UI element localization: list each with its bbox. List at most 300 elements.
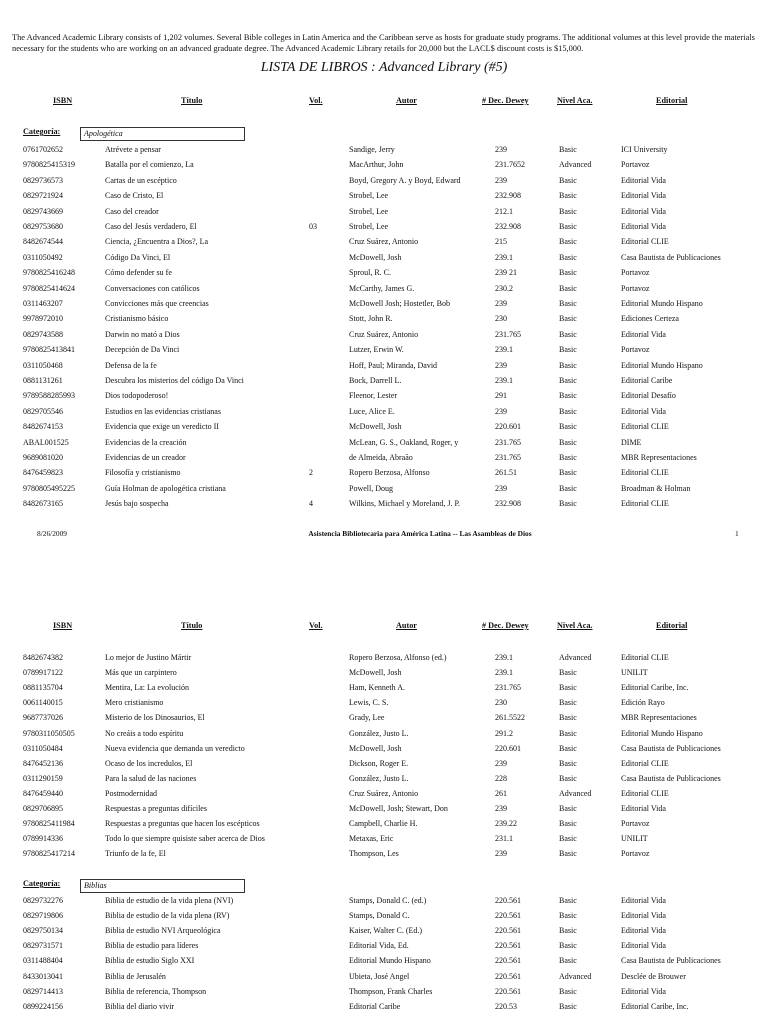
level-cell: Basic — [559, 345, 577, 355]
publisher-cell: MBR Representaciones — [621, 453, 697, 462]
header-publisher: Editorial — [656, 96, 688, 105]
title-cell: Lo mejor de Justino Mártir — [105, 653, 192, 662]
isbn-cell: 0311488404 — [23, 956, 63, 966]
title-cell: Estudios en las evidencias cristianas — [105, 406, 221, 416]
dewey-cell: 239 21 — [495, 268, 517, 278]
title-cell: Decepción de Da Vinci — [105, 345, 180, 355]
level-cell: Basic — [559, 391, 577, 401]
level-cell: Basic — [559, 743, 577, 753]
publisher-cell: Portavoz — [621, 819, 650, 829]
level-cell: Basic — [559, 406, 577, 416]
table-row — [0, 314, 768, 329]
author-cell: Kaiser, Walter C. (Ed.) — [349, 926, 423, 936]
title-cell: Darwin no mató a Dios — [105, 329, 180, 339]
author-cell: Stamps, Donald C. — [349, 911, 410, 921]
isbn-cell: 0829721924 — [23, 191, 63, 201]
publisher-cell: Editorial Vida — [621, 329, 666, 339]
volume-cell: 4 — [309, 499, 313, 509]
author-cell: Lewis, C. S. — [349, 698, 389, 708]
level-cell: Basic — [559, 268, 577, 278]
title-cell: No creáis a todo espíritu — [105, 728, 184, 738]
level-cell: Basic — [559, 819, 577, 829]
author-cell: McLean, G. S., Oakland, Roger, y — [349, 437, 459, 447]
table-row — [0, 849, 768, 864]
isbn-cell: 0761702652 — [23, 145, 63, 154]
publisher-cell: UNILIT — [621, 668, 648, 678]
isbn-cell: 0881131261 — [23, 376, 63, 385]
table-row — [0, 438, 768, 453]
publisher-cell: ICI University — [621, 145, 668, 154]
level-cell: Advanced — [559, 653, 592, 662]
header-vol: Vol. — [309, 621, 323, 630]
header-publisher: Editorial — [656, 621, 688, 630]
isbn-cell: 8476452136 — [23, 758, 63, 768]
title-cell: Caso del Jesús verdadero, El — [105, 222, 197, 231]
level-cell: Basic — [559, 698, 577, 708]
table-row — [0, 499, 768, 514]
isbn-cell: 0829731571 — [23, 941, 63, 951]
title-cell: Dios todopoderoso! — [105, 391, 169, 401]
title-cell: Biblia de estudio Siglo XXI — [105, 956, 195, 966]
footer-date: 8/26/2009 — [37, 529, 67, 538]
dewey-cell: 212.1 — [495, 206, 513, 216]
isbn-cell: 0829706895 — [23, 804, 63, 813]
level-cell: Basic — [559, 683, 577, 693]
dewey-cell: 220.561 — [495, 911, 521, 921]
publisher-cell: Edición Rayo — [621, 698, 665, 708]
table-row — [0, 453, 768, 468]
isbn-cell: 9780825417214 — [23, 849, 75, 859]
dewey-cell: 239 — [495, 758, 507, 768]
isbn-cell: 0829743588 — [23, 329, 63, 339]
author-cell: Ropero Berzosa, Alfonso — [349, 468, 430, 478]
level-cell: Basic — [559, 849, 577, 859]
author-cell: Editorial Caribe — [349, 1001, 401, 1011]
title-cell: Respuestas a preguntas que hacen los escépticos — [105, 819, 260, 829]
title-cell: Filosofía y cristianismo — [105, 468, 181, 478]
dewey-cell: 232.908 — [495, 222, 521, 231]
table-row — [0, 330, 768, 345]
author-cell: Grady, Lee — [349, 713, 385, 723]
dewey-cell: 239 — [495, 175, 507, 185]
title-cell: Nueva evidencia que demanda un veredicto — [105, 743, 245, 753]
title-cell: Biblia de estudio NVI Arqueológica — [105, 926, 221, 936]
table-row — [0, 896, 768, 911]
publisher-cell: Editorial Vida — [621, 926, 666, 936]
table-row — [0, 376, 768, 391]
title-cell: Guía Holman de apologética cristiana — [105, 483, 226, 493]
dewey-cell: 239 — [495, 804, 507, 813]
isbn-cell: 9780825416248 — [23, 268, 75, 278]
dewey-cell: 230.2 — [495, 283, 513, 293]
publisher-cell: Editorial Caribe — [621, 376, 673, 385]
title-cell: Biblia de Jerusalén — [105, 971, 166, 981]
author-cell: Editorial Vida, Ed. — [349, 941, 409, 951]
author-cell: McDowell, Josh; Stewart, Don — [349, 804, 448, 813]
publisher-cell: Editorial Vida — [621, 896, 666, 905]
table-row — [0, 972, 768, 987]
table-row — [0, 789, 768, 804]
publisher-cell: Editorial Mundo Hispano — [621, 360, 703, 370]
level-cell: Basic — [559, 911, 577, 921]
dewey-cell: 215 — [495, 237, 507, 247]
author-cell: Luce, Alice E. — [349, 406, 395, 416]
author-cell: Sproul, R. C. — [349, 268, 392, 278]
list-title: LISTA DE LIBROS : Advanced Library (#5) — [260, 60, 508, 75]
publisher-cell: UNILIT — [621, 834, 648, 844]
author-cell: Stamps, Donald C. (ed.) — [349, 896, 427, 905]
title-cell: Ocaso de los incredulos, El — [105, 758, 193, 768]
title-cell: Triunfo de la fe, El — [105, 849, 166, 859]
author-cell: Thompson, Les — [349, 849, 399, 859]
footer-center: Asistencia Bibliotecaria para América Latina -- Las Asambleas de Dios — [308, 529, 532, 538]
author-cell: Boyd, Gregory A. y Boyd, Edward — [349, 175, 461, 185]
publisher-cell: Editorial Mundo Hispano — [621, 728, 703, 738]
isbn-cell: 0881135704 — [23, 683, 63, 693]
dewey-cell: 231.765 — [495, 453, 521, 462]
table-row — [0, 345, 768, 360]
author-cell: Cruz Suárez, Antonio — [349, 329, 419, 339]
isbn-cell: 0829719806 — [23, 911, 63, 921]
level-cell: Basic — [559, 941, 577, 951]
header-level: Nivel Aca. — [557, 96, 593, 105]
dewey-cell: 239 — [495, 849, 507, 859]
isbn-cell: 0789914336 — [23, 834, 63, 844]
table-row — [0, 222, 768, 237]
isbn-cell: 0311050484 — [23, 743, 63, 753]
publisher-cell: Editorial Caribe, Inc. — [621, 1001, 689, 1011]
dewey-cell: 239.1 — [495, 668, 513, 678]
isbn-cell: 0829743669 — [23, 206, 63, 216]
author-cell: Ropero Berzosa, Alfonso (ed.) — [349, 653, 447, 662]
isbn-cell: 0829753680 — [23, 222, 63, 231]
dewey-cell: 239 — [495, 360, 507, 370]
dewey-cell: 220.561 — [495, 956, 521, 966]
header-title: Título — [181, 96, 203, 105]
level-cell: Basic — [559, 483, 577, 493]
dewey-cell: 220.561 — [495, 941, 521, 951]
dewey-cell: 232.908 — [495, 191, 521, 201]
header-isbn: ISBN — [53, 621, 73, 630]
table-row — [0, 468, 768, 483]
publisher-cell: Portavoz — [621, 283, 650, 293]
level-cell: Basic — [559, 206, 577, 216]
table-row — [0, 284, 768, 299]
publisher-cell: Casa Bautista de Publicaciones — [621, 743, 721, 753]
author-cell: Lutzer, Erwin W. — [349, 345, 404, 355]
isbn-cell: 8482673165 — [23, 499, 63, 509]
dewey-cell: 239 — [495, 483, 507, 493]
isbn-cell: 9780825414624 — [23, 283, 75, 293]
publisher-cell: Desclée de Brouwer — [621, 971, 686, 981]
level-cell: Basic — [559, 360, 577, 370]
publisher-cell: DIME — [621, 437, 642, 447]
header-level: Nivel Aca. — [557, 621, 593, 630]
author-cell: Fleenor, Lester — [349, 391, 398, 401]
level-cell: Basic — [559, 713, 577, 723]
dewey-cell: 230 — [495, 698, 507, 708]
title-cell: Evidencias de un creador — [105, 453, 186, 462]
level-cell: Basic — [559, 453, 577, 462]
title-cell: Caso del creador — [105, 206, 159, 216]
table-row — [0, 759, 768, 774]
level-cell: Basic — [559, 468, 577, 478]
publisher-cell: Portavoz — [621, 268, 650, 278]
isbn-cell: 0829736573 — [23, 175, 63, 185]
title-cell: Cómo defender su fe — [105, 268, 172, 278]
level-cell: Basic — [559, 175, 577, 185]
author-cell: Bock, Darrell L. — [349, 376, 402, 385]
table-row — [0, 804, 768, 819]
author-cell: McDowell, Josh — [349, 668, 402, 678]
author-cell: Strobel, Lee — [349, 191, 389, 201]
table-row — [0, 941, 768, 956]
category-label: Categoría: — [23, 127, 61, 136]
level-cell: Basic — [559, 283, 577, 293]
title-cell: Biblia de estudio para líderes — [105, 941, 199, 951]
header-author: Autor — [396, 96, 417, 105]
table-row — [0, 237, 768, 252]
dewey-cell: 228 — [495, 773, 507, 783]
isbn-cell: 8476459440 — [23, 788, 63, 798]
isbn-cell: 9978972010 — [23, 314, 63, 324]
author-cell: Strobel, Lee — [349, 222, 389, 231]
title-cell: Para la salud de las naciones — [105, 773, 197, 783]
author-cell: Strobel, Lee — [349, 206, 389, 216]
title-cell: Cartas de un escéptico — [105, 175, 177, 185]
author-cell: Thompson, Frank Charles — [349, 986, 433, 996]
title-cell: Todo lo que siempre quisiste saber acerca de Dios — [105, 834, 265, 844]
isbn-cell: ABAL001525 — [23, 437, 69, 447]
isbn-cell: 9780825411984 — [23, 819, 75, 829]
isbn-cell: 8482674153 — [23, 422, 63, 432]
isbn-cell: 0311463207 — [23, 299, 63, 308]
table-row — [0, 1002, 768, 1017]
table-row — [0, 774, 768, 789]
title-cell: Ciencia, ¿Encuentra a Dios?, La — [105, 237, 209, 247]
publisher-cell: Editorial Vida — [621, 222, 666, 231]
table-row — [0, 698, 768, 713]
author-cell: Editorial Mundo Hispano — [349, 956, 431, 966]
publisher-cell: Editorial CLIE — [621, 468, 669, 478]
isbn-cell: 0311050468 — [23, 360, 63, 370]
volume-cell: 03 — [309, 222, 317, 231]
level-cell: Basic — [559, 422, 577, 432]
level-cell: Basic — [559, 728, 577, 738]
category-box-apologetica: Apologética — [80, 127, 245, 141]
intro-paragraph: The Advanced Academic Library consists of 1,202 volumes. Several Bible colleges in Latin America and the Caribbean serve as hosts for graduate study programs. The additional volumes at this level provide the materials necessary for the students who are working on an advanced graduate degree. The Advanced Academic Library retails for 20,000 but the LACL$ discount costs is $15,000. — [12, 33, 755, 53]
publisher-cell: Portavoz — [621, 345, 650, 355]
isbn-cell: 9687737026 — [23, 713, 63, 723]
table-row — [0, 729, 768, 744]
level-cell: Basic — [559, 773, 577, 783]
level-cell: Basic — [559, 437, 577, 447]
publisher-cell: Editorial CLIE — [621, 653, 669, 662]
author-cell: Metaxas, Eric — [349, 834, 394, 844]
dewey-cell: 231.765 — [495, 437, 521, 447]
header-dewey: # Dec. Dewey — [482, 96, 529, 105]
author-cell: Stott, John R. — [349, 314, 393, 324]
dewey-cell: 220.601 — [495, 422, 521, 432]
isbn-cell: 9689081020 — [23, 453, 63, 462]
header-dewey: # Dec. Dewey — [482, 621, 529, 630]
dewey-cell: 261.51 — [495, 468, 517, 478]
isbn-cell: 9780311050505 — [23, 728, 75, 738]
table-row — [0, 191, 768, 206]
level-cell: Basic — [559, 314, 577, 324]
title-cell: Caso de Cristo, El — [105, 191, 164, 201]
level-cell: Basic — [559, 237, 577, 247]
isbn-cell: 0311290159 — [23, 773, 63, 783]
publisher-cell: Editorial Mundo Hispano — [621, 299, 703, 308]
isbn-cell: 0829714413 — [23, 986, 63, 996]
author-cell: McDowell, Josh — [349, 743, 402, 753]
publisher-cell: Editorial CLIE — [621, 422, 669, 432]
table-row — [0, 268, 768, 283]
publisher-cell: Portavoz — [621, 849, 650, 859]
isbn-cell: 0829732276 — [23, 896, 63, 905]
author-cell: Ubieta, José Angel — [349, 971, 410, 981]
title-cell: Defensa de la fe — [105, 360, 157, 370]
dewey-cell: 220.561 — [495, 986, 521, 996]
dewey-cell: 230 — [495, 314, 507, 324]
level-cell: Basic — [559, 299, 577, 308]
publisher-cell: Editorial Caribe, Inc. — [621, 683, 689, 693]
footer-page-number: 1 — [735, 529, 739, 538]
publisher-cell: Editorial Vida — [621, 206, 666, 216]
publisher-cell: Casa Bautista de Publicaciones — [621, 773, 721, 783]
table-row — [0, 956, 768, 971]
dewey-cell: 239 — [495, 145, 507, 154]
title-cell: Biblia de estudio de la vida plena (RV) — [105, 911, 230, 921]
table-row — [0, 176, 768, 191]
level-cell: Basic — [559, 804, 577, 813]
level-cell: Basic — [559, 252, 577, 262]
title-cell: Evidencia que exige un veredicto II — [105, 422, 219, 432]
publisher-cell: Portavoz — [621, 160, 650, 170]
table-row — [0, 145, 768, 160]
level-cell: Basic — [559, 926, 577, 936]
level-cell: Basic — [559, 896, 577, 905]
title-cell: Biblia de estudio de la vida plena (NVI) — [105, 896, 234, 905]
author-cell: McCarthy, James G. — [349, 283, 415, 293]
table-row — [0, 207, 768, 222]
dewey-cell: 239.1 — [495, 345, 513, 355]
table-row — [0, 484, 768, 499]
title-cell: Biblia del diario vivir — [105, 1001, 175, 1011]
table-row — [0, 299, 768, 314]
header-vol: Vol. — [309, 96, 323, 105]
author-cell: Campbell, Charlie H. — [349, 819, 418, 829]
dewey-cell: 239.22 — [495, 819, 517, 829]
isbn-cell: 0829750134 — [23, 926, 63, 936]
table-row — [0, 744, 768, 759]
title-cell: Cristianismo básico — [105, 314, 169, 324]
dewey-cell: 291.2 — [495, 728, 513, 738]
title-cell: Atrévete a pensar — [105, 145, 161, 154]
author-cell: Cruz Suárez, Antonio — [349, 788, 419, 798]
table-row — [0, 926, 768, 941]
isbn-cell: 9780805495225 — [23, 483, 75, 493]
author-cell: Wilkins, Michael y Moreland, J. P. — [349, 499, 460, 509]
dewey-cell: 239 — [495, 299, 507, 308]
volume-cell: 2 — [309, 468, 313, 478]
publisher-cell: Editorial CLIE — [621, 237, 669, 247]
table-row — [0, 253, 768, 268]
category-box-biblias: Biblias — [80, 879, 245, 893]
author-cell: de Almeida, Abraão — [349, 453, 413, 462]
table-row — [0, 407, 768, 422]
title-cell: Biblia de referencia, Thompson — [105, 986, 207, 996]
level-cell: Basic — [559, 191, 577, 201]
dewey-cell: 231.765 — [495, 329, 521, 339]
isbn-cell: 0899224156 — [23, 1001, 63, 1011]
title-cell: Postmodernidad — [105, 788, 157, 798]
table-row — [0, 911, 768, 926]
level-cell: Basic — [559, 222, 577, 231]
title-cell: Convicciones más que creencias — [105, 299, 209, 308]
isbn-cell: 0789917122 — [23, 668, 63, 678]
table-row — [0, 422, 768, 437]
publisher-cell: Editorial Vida — [621, 191, 666, 201]
level-cell: Basic — [559, 329, 577, 339]
author-cell: MacArthur, John — [349, 160, 404, 170]
title-cell: Conversaciones con católicos — [105, 283, 200, 293]
title-cell: Código Da Vinci, El — [105, 252, 171, 262]
title-cell: Batalla por el comienzo, La — [105, 160, 194, 170]
dewey-cell: 220.561 — [495, 971, 521, 981]
publisher-cell: Editorial Desafío — [621, 391, 676, 401]
author-cell: González, Justo L. — [349, 728, 409, 738]
table-row — [0, 834, 768, 849]
level-cell: Advanced — [559, 971, 592, 981]
title-cell: Jesús bajo sospecha — [105, 499, 169, 509]
level-cell: Basic — [559, 376, 577, 385]
publisher-cell: Editorial CLIE — [621, 758, 669, 768]
dewey-cell: 291 — [495, 391, 507, 401]
title-cell: Misterio de los Dinosaurios, El — [105, 713, 205, 723]
level-cell: Basic — [559, 668, 577, 678]
level-cell: Basic — [559, 986, 577, 996]
dewey-cell: 239.1 — [495, 376, 513, 385]
title-cell: Descubra los misterios del código Da Vinci — [105, 376, 244, 385]
table-row — [0, 653, 768, 668]
publisher-cell: Editorial Vida — [621, 406, 666, 416]
dewey-cell: 239.1 — [495, 653, 513, 662]
table-row — [0, 668, 768, 683]
dewey-cell: 239.1 — [495, 252, 513, 262]
table-row — [0, 391, 768, 406]
level-cell: Basic — [559, 834, 577, 844]
dewey-cell: 220.601 — [495, 743, 521, 753]
title-cell: Mentira, La: La evolución — [105, 683, 189, 693]
isbn-cell: 8482674544 — [23, 237, 63, 247]
isbn-cell: 8433013041 — [23, 971, 63, 981]
author-cell: Sandige, Jerry — [349, 145, 395, 154]
dewey-cell: 232.908 — [495, 499, 521, 509]
author-cell: McDowell Josh; Hostetler, Bob — [349, 299, 451, 308]
author-cell: Hoff, Paul; Miranda, David — [349, 360, 438, 370]
publisher-cell: Editorial CLIE — [621, 499, 669, 509]
table-row — [0, 361, 768, 376]
header-isbn: ISBN — [53, 96, 73, 105]
publisher-cell: Editorial Vida — [621, 175, 666, 185]
author-cell: Dickson, Roger E. — [349, 758, 409, 768]
publisher-cell: MBR Representaciones — [621, 713, 697, 723]
isbn-cell: 8476459823 — [23, 468, 63, 478]
author-cell: Cruz Suárez, Antonio — [349, 237, 419, 247]
author-cell: González, Justo L. — [349, 773, 409, 783]
